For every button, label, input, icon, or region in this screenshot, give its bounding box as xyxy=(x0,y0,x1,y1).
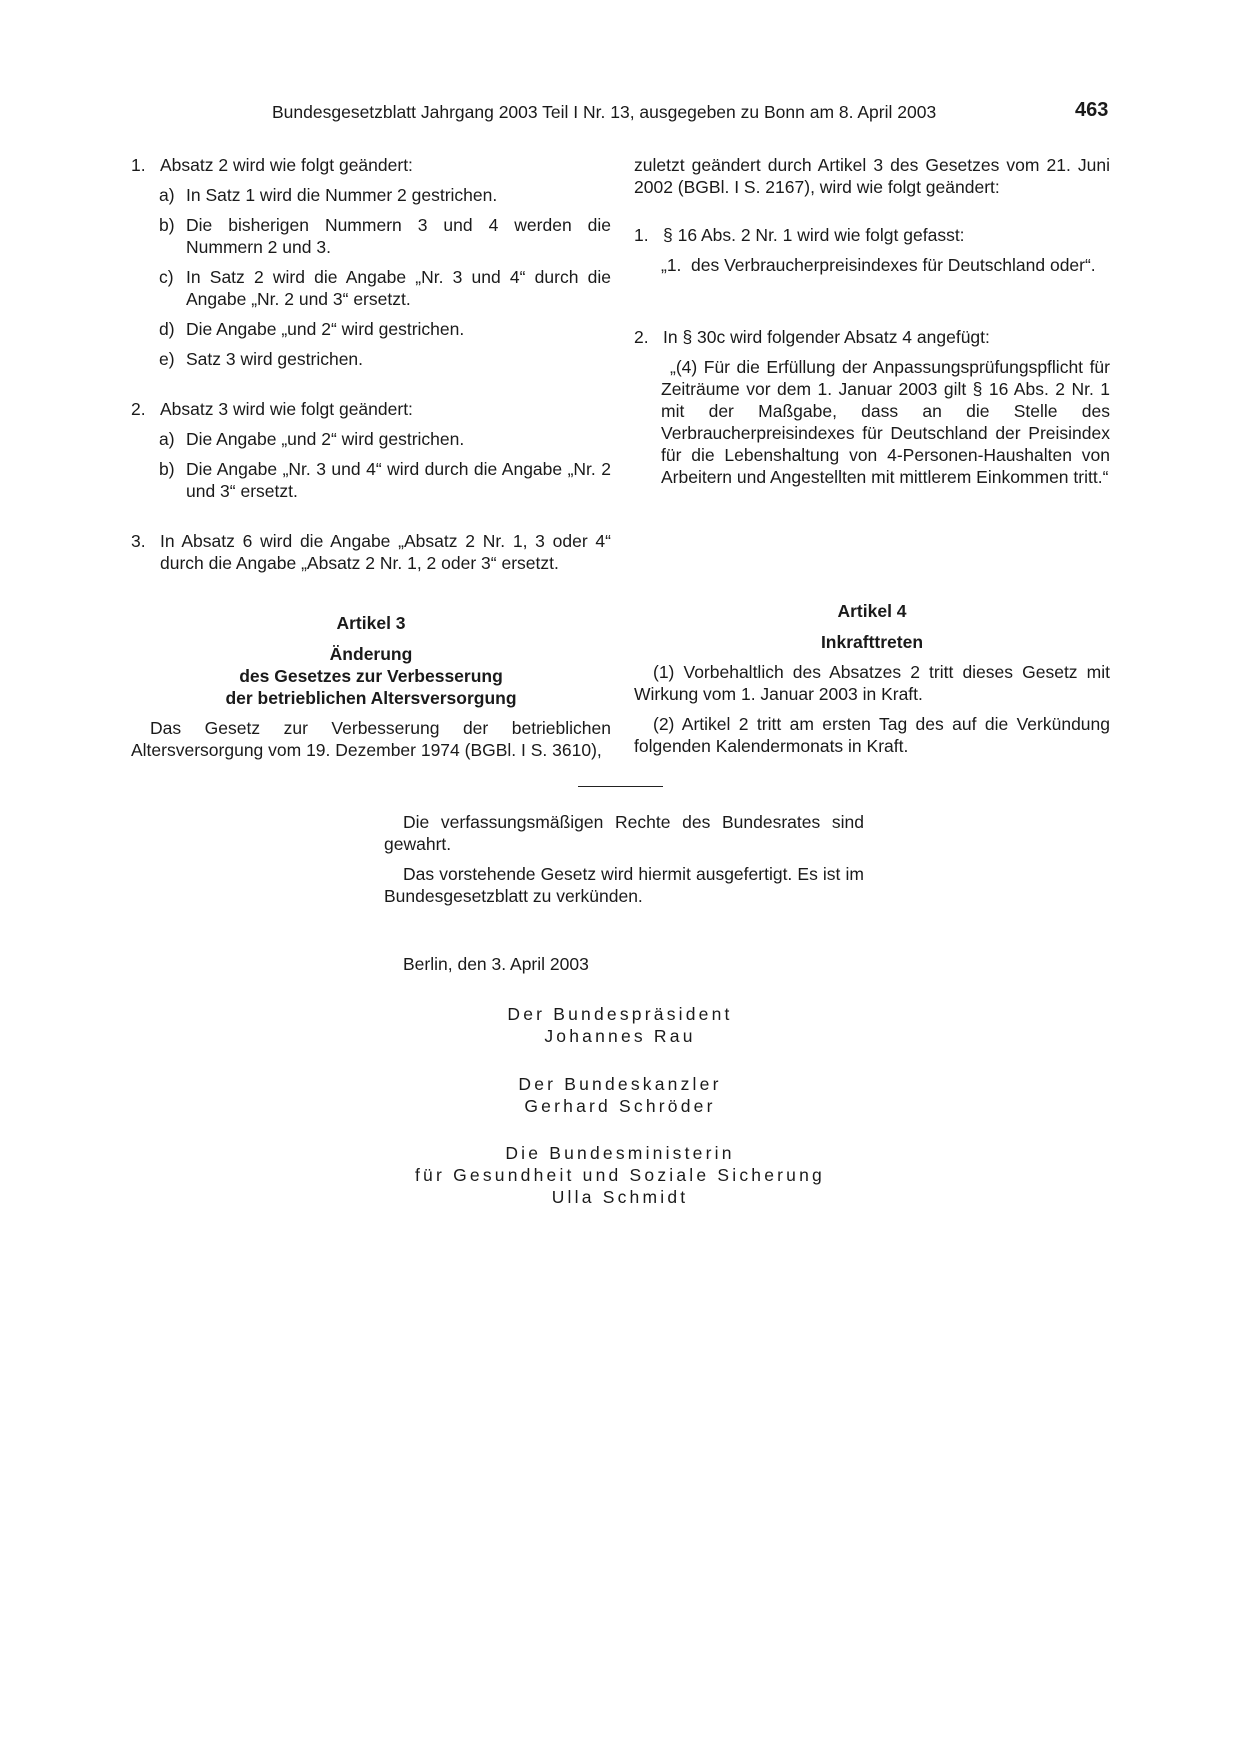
quote-text: „(4) Für die Erfüllung der Anpassungsprüfungspflicht für Zeiträume vor dem 1. Januar 2003 gilt § 16 Abs. 2 Nr. 1 mit der Maßgabe, dass an die Stelle des Verbraucherpreisindexes für Deutschland der Preisindex für die Lebenshaltung von 4-Personen-Haushalten von Arbeitern und Angestellten mit mittlerem Einkommen tritt.“ xyxy=(661,357,1110,487)
sub-number: a) xyxy=(159,429,175,449)
item-number: 1. xyxy=(634,225,649,245)
signatory-name: Johannes Rau xyxy=(544,1026,696,1046)
sub-number: a) xyxy=(159,185,175,205)
signatory-role-2: für Gesundheit und Soziale Sicherung xyxy=(415,1165,825,1185)
closing-para-1: Die verfassungsmäßigen Rechte des Bundesrates sind gewahrt. xyxy=(384,812,864,854)
artikel-3-title-line1: Änderung xyxy=(329,644,413,664)
signatory-role: Die Bundesministerin xyxy=(505,1143,735,1163)
quote-text: des Verbraucherpreisindexes für Deutschland oder“. xyxy=(691,255,1096,275)
signatory-role: Der Bundespräsident xyxy=(507,1004,733,1024)
artikel-3-label: Artikel 3 xyxy=(336,613,406,633)
section-divider xyxy=(578,786,663,787)
item-text: In § 30c wird folgender Absatz 4 angefügt: xyxy=(663,327,990,347)
closing-para-2: Das vorstehende Gesetz wird hiermit ausgefertigt. Es ist im Bundesgesetzblatt zu verkünden. xyxy=(384,864,864,906)
left-item-2 xyxy=(131,398,611,502)
signatory-role: Der Bundeskanzler xyxy=(518,1074,722,1094)
signatory-name: Gerhard Schröder xyxy=(524,1096,716,1116)
artikel-3-intro: Das Gesetz zur Verbesserung der betrieblichen Altersversorgung vom 19. Dezember 1974 (BGBl. I S. 3610), xyxy=(131,718,611,760)
sub-number: d) xyxy=(159,319,175,339)
sub-number: b) xyxy=(159,459,175,479)
signatory-name: Ulla Schmidt xyxy=(551,1187,689,1207)
sub-number: b) xyxy=(159,215,175,235)
right-continuation: zuletzt geändert durch Artikel 3 des Gesetzes vom 21. Juni 2002 (BGBl. I S. 2167), wird wie folgt geändert: xyxy=(634,155,1110,197)
sub-number: e) xyxy=(159,349,175,369)
item-text: In Absatz 6 wird die Angabe „Absatz 2 Nr. 1, 3 oder 4“ durch die Angabe „Absatz 2 Nr. 1, 2 oder 3“ ersetzt. xyxy=(160,531,611,573)
sub-text: Die Angabe „und 2“ wird gestrichen. xyxy=(186,319,465,339)
sub-number: c) xyxy=(159,267,174,287)
right-item-2 xyxy=(634,326,1110,488)
item-text: Absatz 3 wird wie folgt geändert: xyxy=(160,399,413,419)
place-date: Berlin, den 3. April 2003 xyxy=(403,954,589,974)
sub-text: Satz 3 wird gestrichen. xyxy=(186,349,364,369)
page-number: 463 xyxy=(1075,99,1109,121)
left-item-1 xyxy=(131,154,611,370)
item-number: 3. xyxy=(131,531,146,551)
artikel-4-title: Inkrafttreten xyxy=(820,632,924,652)
left-item-3 xyxy=(131,530,611,574)
item-number: 2. xyxy=(634,327,649,347)
item-text: § 16 Abs. 2 Nr. 1 wird wie folgt gefasst: xyxy=(663,225,965,245)
sub-text: Die Angabe „und 2“ wird gestrichen. xyxy=(186,429,465,449)
closing-block xyxy=(384,811,864,975)
running-header: Bundesgesetzblatt Jahrgang 2003 Teil I Nr. 13, ausgegeben zu Bonn am 8. April 2003 xyxy=(272,102,937,122)
item-number: 1. xyxy=(131,155,146,175)
item-number: 2. xyxy=(131,399,146,419)
quote-number: „1. xyxy=(661,255,682,275)
sub-text: In Satz 2 wird die Angabe „Nr. 3 und 4“ durch die Angabe „Nr. 2 und 3“ ersetzt. xyxy=(186,267,611,309)
signatory-chancellor xyxy=(360,1073,880,1117)
sub-text: In Satz 1 wird die Nummer 2 gestrichen. xyxy=(186,185,498,205)
sub-text: Die Angabe „Nr. 3 und 4“ wird durch die Angabe „Nr. 2 und 3“ ersetzt. xyxy=(186,459,611,501)
artikel-4 xyxy=(634,600,1110,757)
artikel-3 xyxy=(131,612,611,761)
artikel-4-para-2: (2) Artikel 2 tritt am ersten Tag des auf die Verkündung folgenden Kalendermonats in Kraft. xyxy=(634,714,1110,756)
sub-text: Die bisherigen Nummern 3 und 4 werden die Nummern 2 und 3. xyxy=(186,215,611,257)
artikel-4-label: Artikel 4 xyxy=(837,601,907,621)
item-text: Absatz 2 wird wie folgt geändert: xyxy=(160,155,413,175)
artikel-3-title-line3: der betrieblichen Altersversorgung xyxy=(225,688,517,708)
signatory-president xyxy=(360,1003,880,1047)
right-item-1 xyxy=(634,224,1110,276)
artikel-3-title-line2: des Gesetzes zur Verbesserung xyxy=(239,666,503,686)
artikel-4-para-1: (1) Vorbehaltlich des Absatzes 2 tritt dieses Gesetz mit Wirkung vom 1. Januar 2003 in Kraft. xyxy=(634,662,1110,704)
signatory-minister xyxy=(360,1142,880,1208)
